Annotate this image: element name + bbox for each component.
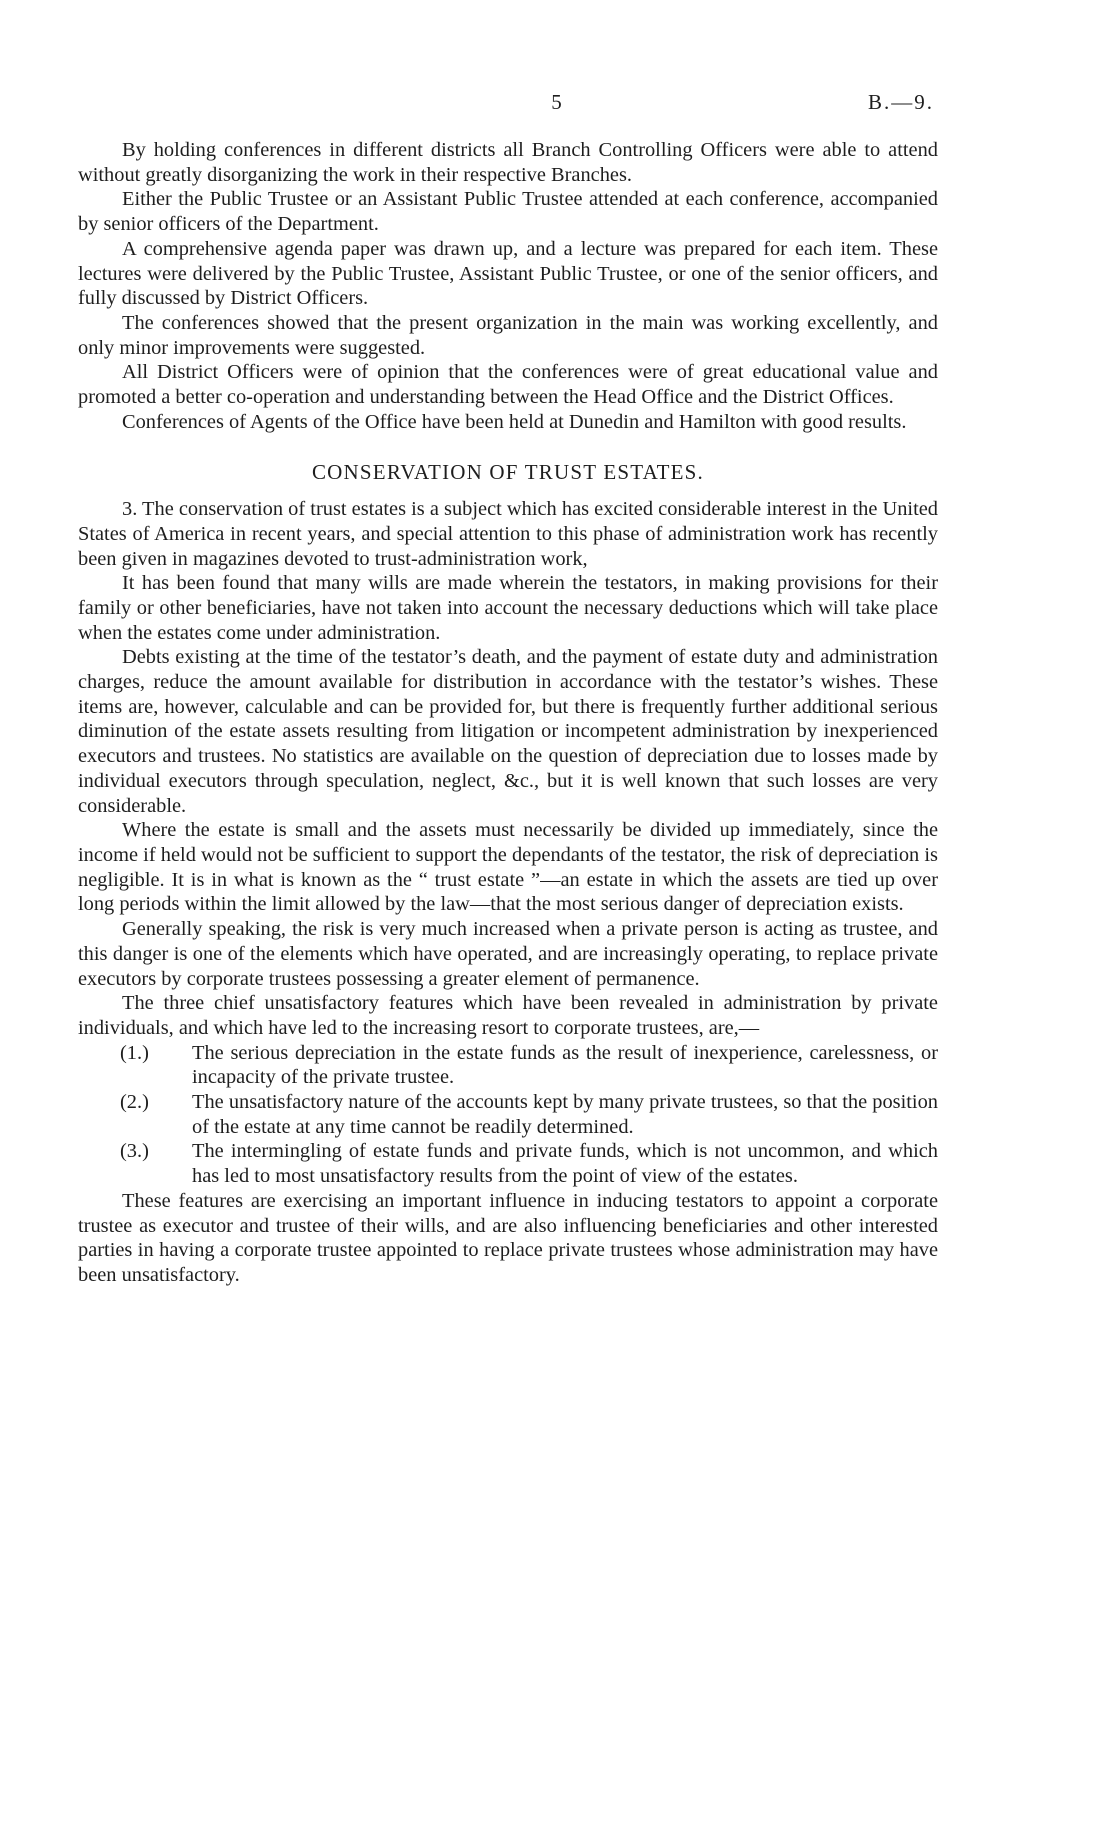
paragraph: Generally speaking, the risk is very much increased when a private person is acting as trustee, and this danger is one of the elements which have operated, and are increasingly operating, to replace private executors by corporate trustees possessing a greater element of permanence. xyxy=(78,918,938,990)
list-item-number: (1.) xyxy=(120,1041,149,1064)
page-number: 5 xyxy=(551,90,563,114)
body-text xyxy=(78,138,938,1288)
paragraph: A comprehensive agenda paper was drawn up, and a lecture was prepared for each item. These lectures were delivered by the Public Trustee, Assistant Public Trustee, or one of the senior officers, and fully discussed by District Officers. xyxy=(78,237,938,310)
paragraph: The three chief unsatisfactory features which have been revealed in administration by private individuals, and which have led to the increasing resort to corporate trustees, are,— xyxy=(78,992,938,1039)
list-item xyxy=(78,1090,938,1139)
features-list xyxy=(78,1041,938,1189)
list-item xyxy=(78,1041,938,1090)
paragraph: By holding conferences in different districts all Branch Controlling Officers were able to attend without greatly disorganizing the work in their respective Branches. xyxy=(78,139,938,186)
list-item xyxy=(78,1139,938,1188)
paragraph: The conferences showed that the present organization in the main was working excellently, and only minor improvements were suggested. xyxy=(78,311,938,359)
section-heading: CONSERVATION OF TRUST ESTATES. xyxy=(311,460,705,485)
paragraph: All District Officers were of opinion that the conferences were of great educational value and promoted a better co-operation and understanding between the Head Office and the District Offices. xyxy=(78,361,938,409)
list-item-number: (3.) xyxy=(120,1140,149,1163)
list-item-text: The serious depreciation in the estate funds as the result of inexperience, carelessness, or incapacity of the private trustee. xyxy=(192,1041,938,1089)
list-item-text: The unsatisfactory nature of the accounts kept by many private trustees, so that the position of the estate at any time cannot be readily determined. xyxy=(192,1091,938,1138)
document-reference: B.—9. xyxy=(867,90,934,114)
closing-paragraph: These features are exercising an important influence in inducing testators to appoint a corporate trustee as executor and trustee of their wills, and are also influencing beneficiaries and other interested parties in having a corporate trustee appointed to replace private trustees whose administration may have been unsatisfactory. xyxy=(78,1189,938,1286)
paragraph: 3. The conservation of trust estates is a subject which has excited considerable interest in the United States of America in recent years, and special attention to this phase of administration work has recently been given in magazines devoted to trust-administration work, xyxy=(78,498,938,570)
list-item-text: The intermingling of estate funds and private funds, which is not uncommon, and which has led to most unsatisfactory results from the point of view of the estates. xyxy=(192,1140,938,1188)
list-item-number: (2.) xyxy=(120,1091,149,1114)
paragraph: Either the Public Trustee or an Assistant Public Trustee attended at each conference, accompanied by senior officers of the Department. xyxy=(78,188,938,236)
paragraph: Conferences of Agents of the Office have been held at Dunedin and Hamilton with good results. xyxy=(122,410,907,433)
paragraph: It has been found that many wills are made wherein the testators, in making provisions for their family or other beneficiaries, have not taken into account the necessary deductions which will take place when the estates come under administration. xyxy=(78,572,938,644)
paragraph: Debts existing at the time of the testator’s death, and the payment of estate duty and administration charges, reduce the amount available for distribution in accordance with the testator’s wishes. These items are, however, calculable and can be provided for, but there is frequently further additional serious diminution of the estate assets resulting from litigation or incompetent administration by inexperienced executors and trustees. No statistics are available on the question of depreciation due to losses made by individual executors through speculation, neglect, &c., but it is well known that such losses are very considerable. xyxy=(78,646,938,817)
paragraph: Where the estate is small and the assets must necessarily be divided up immediately, since the income if held would not be sufficient to support the dependants of the testator, the risk of depreciation is negligible. It is in what is known as the “ trust estate ”—an estate in which the assets are tied up over long periods within the limit allowed by the law—that the most serious danger of depreciation exists. xyxy=(78,819,938,916)
page-header xyxy=(0,90,1114,120)
